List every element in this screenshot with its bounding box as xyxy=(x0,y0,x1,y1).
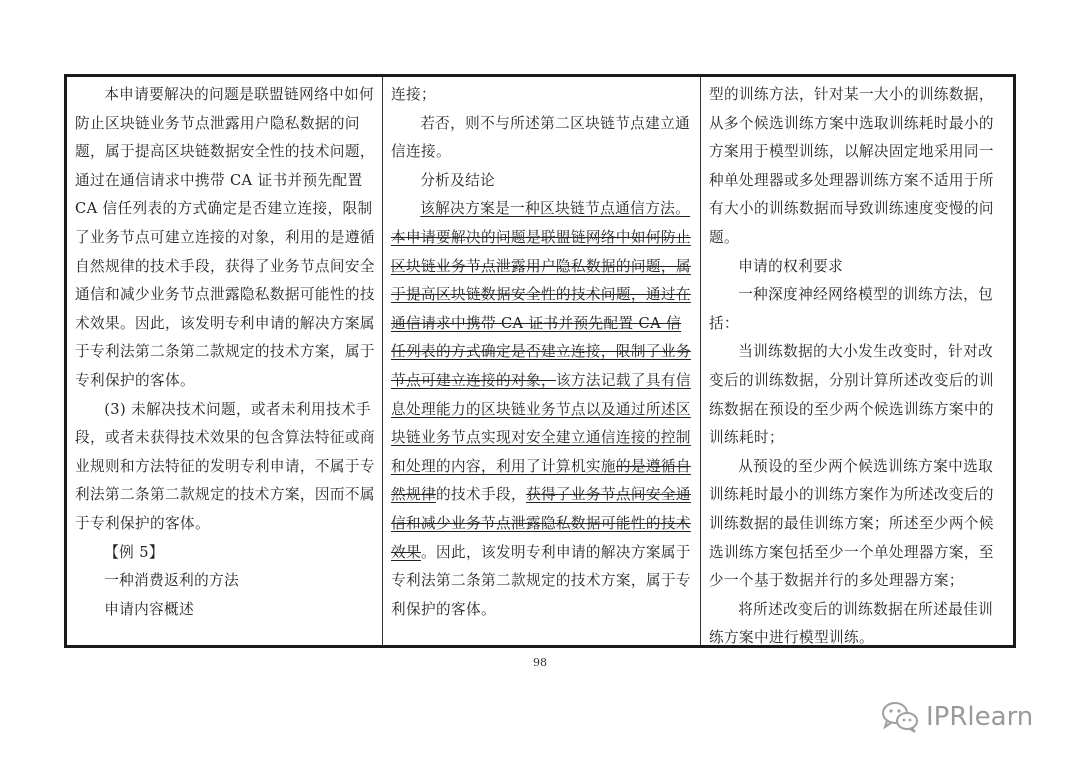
claim-intro: 一种深度神经网络模型的训练方法，包括： xyxy=(709,286,994,332)
claim-step: 当训练数据的大小发生改变时，针对改变后的训练数据，分别计算所述改变后的训练数据在预设的至少两个候选训练方案中的训练耗时； xyxy=(709,343,994,447)
paragraph: 连接； xyxy=(391,86,436,103)
section-heading: 申请的权利要求 xyxy=(738,257,844,275)
column-middle xyxy=(383,77,701,645)
struck-text: 的是遵循自然规律 xyxy=(391,457,691,504)
paragraph: 本申请要解决的问题是联盟链网络中如何防止区块链业务节点泄露用户隐私数据的问题，属于提高区块链数据安全性的技术问题，通过在通信请求中携带 CA 证书并预先配置 CA 信任列表的方式确定是否建立连接，限制了业务节点可建立连接的对象，利用的是遵循自然规律的技术手段，获得了业务节点间安全通信和减少业务节点泄露隐私数据可能性的技术效果。因此，该发明专利申请的解决方案属于专利法第二条第二款规定的技术方案，属于专利保护的客体。 xyxy=(75,86,375,389)
paragraph: 若否，则不与所述第二区块链节点建立通信连接。 xyxy=(391,114,691,161)
watermark xyxy=(880,700,1033,734)
claim-step: 将所述改变后的训练数据在所述最佳训练方案中进行模型训练。 xyxy=(709,600,994,645)
claim-step: 从预设的至少两个候选训练方案中选取训练耗时最小的训练方案作为所述改变后的训练数据的最佳训练方案；所述至少两个候选训练方案包括至少一个单处理器方案，至少一个基于数据并行的多处理器方案； xyxy=(709,457,994,590)
wechat-icon xyxy=(880,700,920,734)
underlined-text: 该解决方案是一种区块链节点通信方法。 xyxy=(420,200,691,218)
text: 的技术手段， xyxy=(435,486,526,504)
struck-text: 获得了业务节点间安全通信和减少业务节点泄露隐私数据可能性的技术效果 xyxy=(391,486,691,561)
text: 利用了计算机实施 xyxy=(495,457,616,475)
section-heading: 申请内容概述 xyxy=(104,600,195,618)
struck-text: 本申请要解决的问题是联盟链网络中如何防止区块链业务节点泄露用户隐私数据的问题，属于提高区块链数据安全性的技术问题，通过在通信请求中携带 CA 证书并预先配置 CA 信任列表的方式确定是否建立连接，限制了业务节点可建立连接的对象， xyxy=(391,228,691,389)
column-right xyxy=(701,77,1013,645)
example-title: 一种消费返利的方法 xyxy=(104,572,240,590)
document-table xyxy=(64,74,1016,648)
section-heading: 分析及结论 xyxy=(420,171,496,189)
text: 。因此，该发明专利申请的解决方案属于专利法第二条第二款规定的技术方案，属于专利保护的客体。 xyxy=(391,543,691,618)
underlined-text: 该方法记载了具有信息处理能力的区块链业务节点以及通过所述区块链业务节点实现对安全建立通信连接的控制和处理的内容， xyxy=(391,371,691,475)
page-number: 98 xyxy=(533,656,547,669)
paragraph: 型的训练方法，针对某一大小的训练数据，从多个候选训练方案中选取训练耗时最小的方案用于模型训练，以解决固定地采用同一种单处理器或多处理器训练方案不适用于所有大小的训练数据而导致训练速度变慢的问题。 xyxy=(709,86,994,246)
column-left xyxy=(67,77,383,645)
paragraph: (3) 未解决技术问题，或者未利用技术手段，或者未获得技术效果的包含算法特征或商业规则和方法特征的发明专利申请，不属于专利法第二条第二款规定的技术方案，因而不属于专利保护的客体。 xyxy=(75,400,375,532)
conclusion-paragraph xyxy=(391,195,694,624)
watermark-text: IPRlearn xyxy=(926,702,1034,732)
example-label: 【例 5】 xyxy=(104,543,164,561)
